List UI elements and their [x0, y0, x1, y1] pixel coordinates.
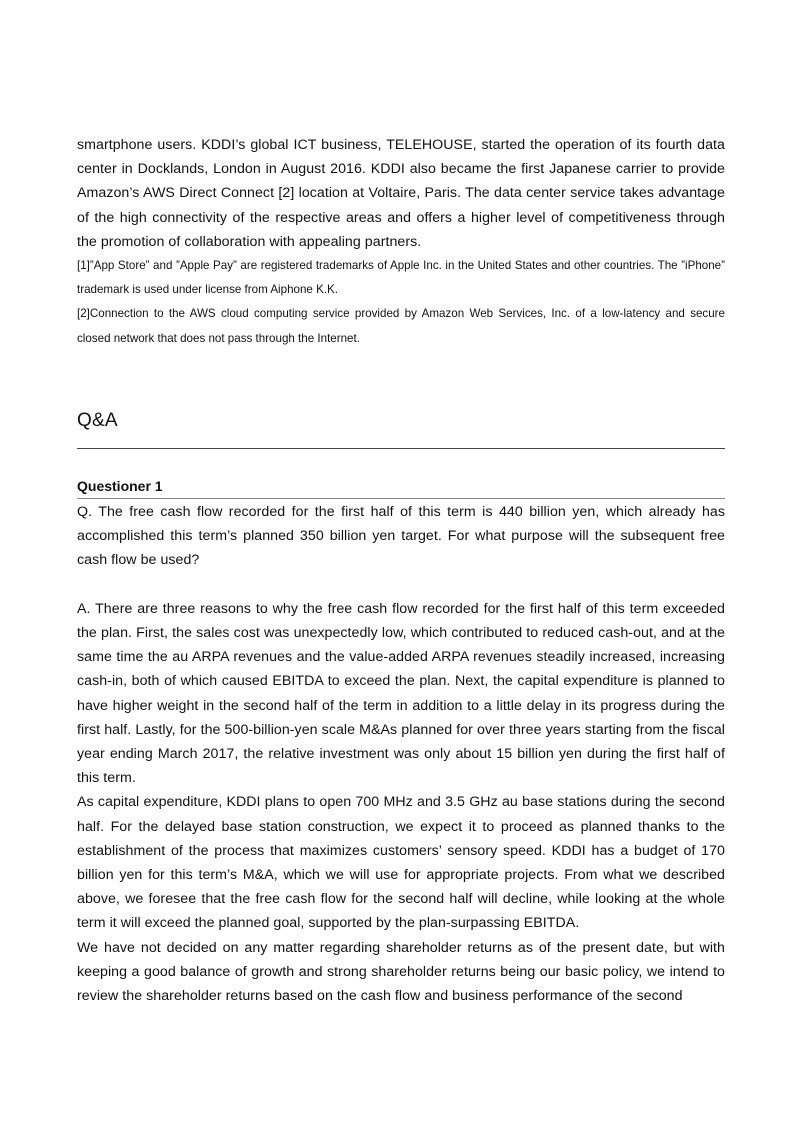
qa-block [77, 500, 725, 1008]
section-divider [77, 448, 725, 449]
section-title-qa: Q&A [77, 410, 118, 431]
answer-paragraph-3: We have not decided on any matter regarding shareholder returns as of the present date, but with keeping a good balance of growth and strong shareholder returns being our basic policy, we intend to review the shareholder returns based on the cash flow and business performance of the second [77, 939, 725, 1005]
answer-paragraph-1: A. There are three reasons to why the free cash flow recorded for the first half of this term exceeded the plan. First, the sales cost was unexpectedly low, which contributed to reduced cash-out, and at the same time the au ARPA revenues and the value-added ARPA revenues steadily increased, increasing cash-in, both of which caused EBITDA to exceed the plan. Next, the capital expenditure is planned to have higher weight in the second half of the term in addition to a little delay in its progress during the first half. Lastly, for the 500-billion-yen scale M&As planned for over three years starting from the fiscal year ending March 2017, the relative investment was only about 15 billion yen during the first half of this term. [77, 600, 725, 787]
footnote-1: [1]”App Store” and ”Apple Pay” are registered trademarks of Apple Inc. in the United States and other countries. The ”iPhone” trademark is used under license from Aiphone K.K. [77, 259, 725, 297]
answer-paragraph-2: As capital expenditure, KDDI plans to open 700 MHz and 3.5 GHz au base stations during the second half. For the delayed base station construction, we expect it to proceed as planned thanks to the establishment of the process that maximizes customers’ sensory speed. KDDI has a budget of 170 billion yen for this term’s M&A, which we will use for appropriate projects. From what we described above, we foresee that the free cash flow for the second half will decline, while looking at the whole term it will exceed the planned goal, supported by the plan-surpassing EBITDA. [77, 794, 725, 932]
blank-line [77, 573, 725, 597]
questioner-heading: Questioner 1 [77, 478, 163, 494]
questioner-divider [77, 498, 725, 499]
footnote-2: [2]Connection to the AWS cloud computing service provided by Amazon Web Services, Inc. of a low-latency and secure closed network that does not pass through the Internet. [77, 307, 725, 345]
document-page [77, 133, 725, 1005]
intro-paragraph: smartphone users. KDDI’s global ICT business, TELEHOUSE, started the operation of its fourth data center in Docklands, London in August 2016. KDDI also became the first Japanese carrier to provide Amazon’s AWS Direct Connect [2] location at Voltaire, Paris. The data center service takes advantage of the high connectivity of the respective areas and offers a higher level of competitiveness through the promotion of collaboration with appealing partners. [77, 137, 725, 250]
question-text: Q. The free cash flow recorded for the first half of this term is 440 billion yen, which already has accomplished this term’s planned 350 billion yen target. For what purpose will the subsequent free cash flow be used? [77, 504, 725, 569]
